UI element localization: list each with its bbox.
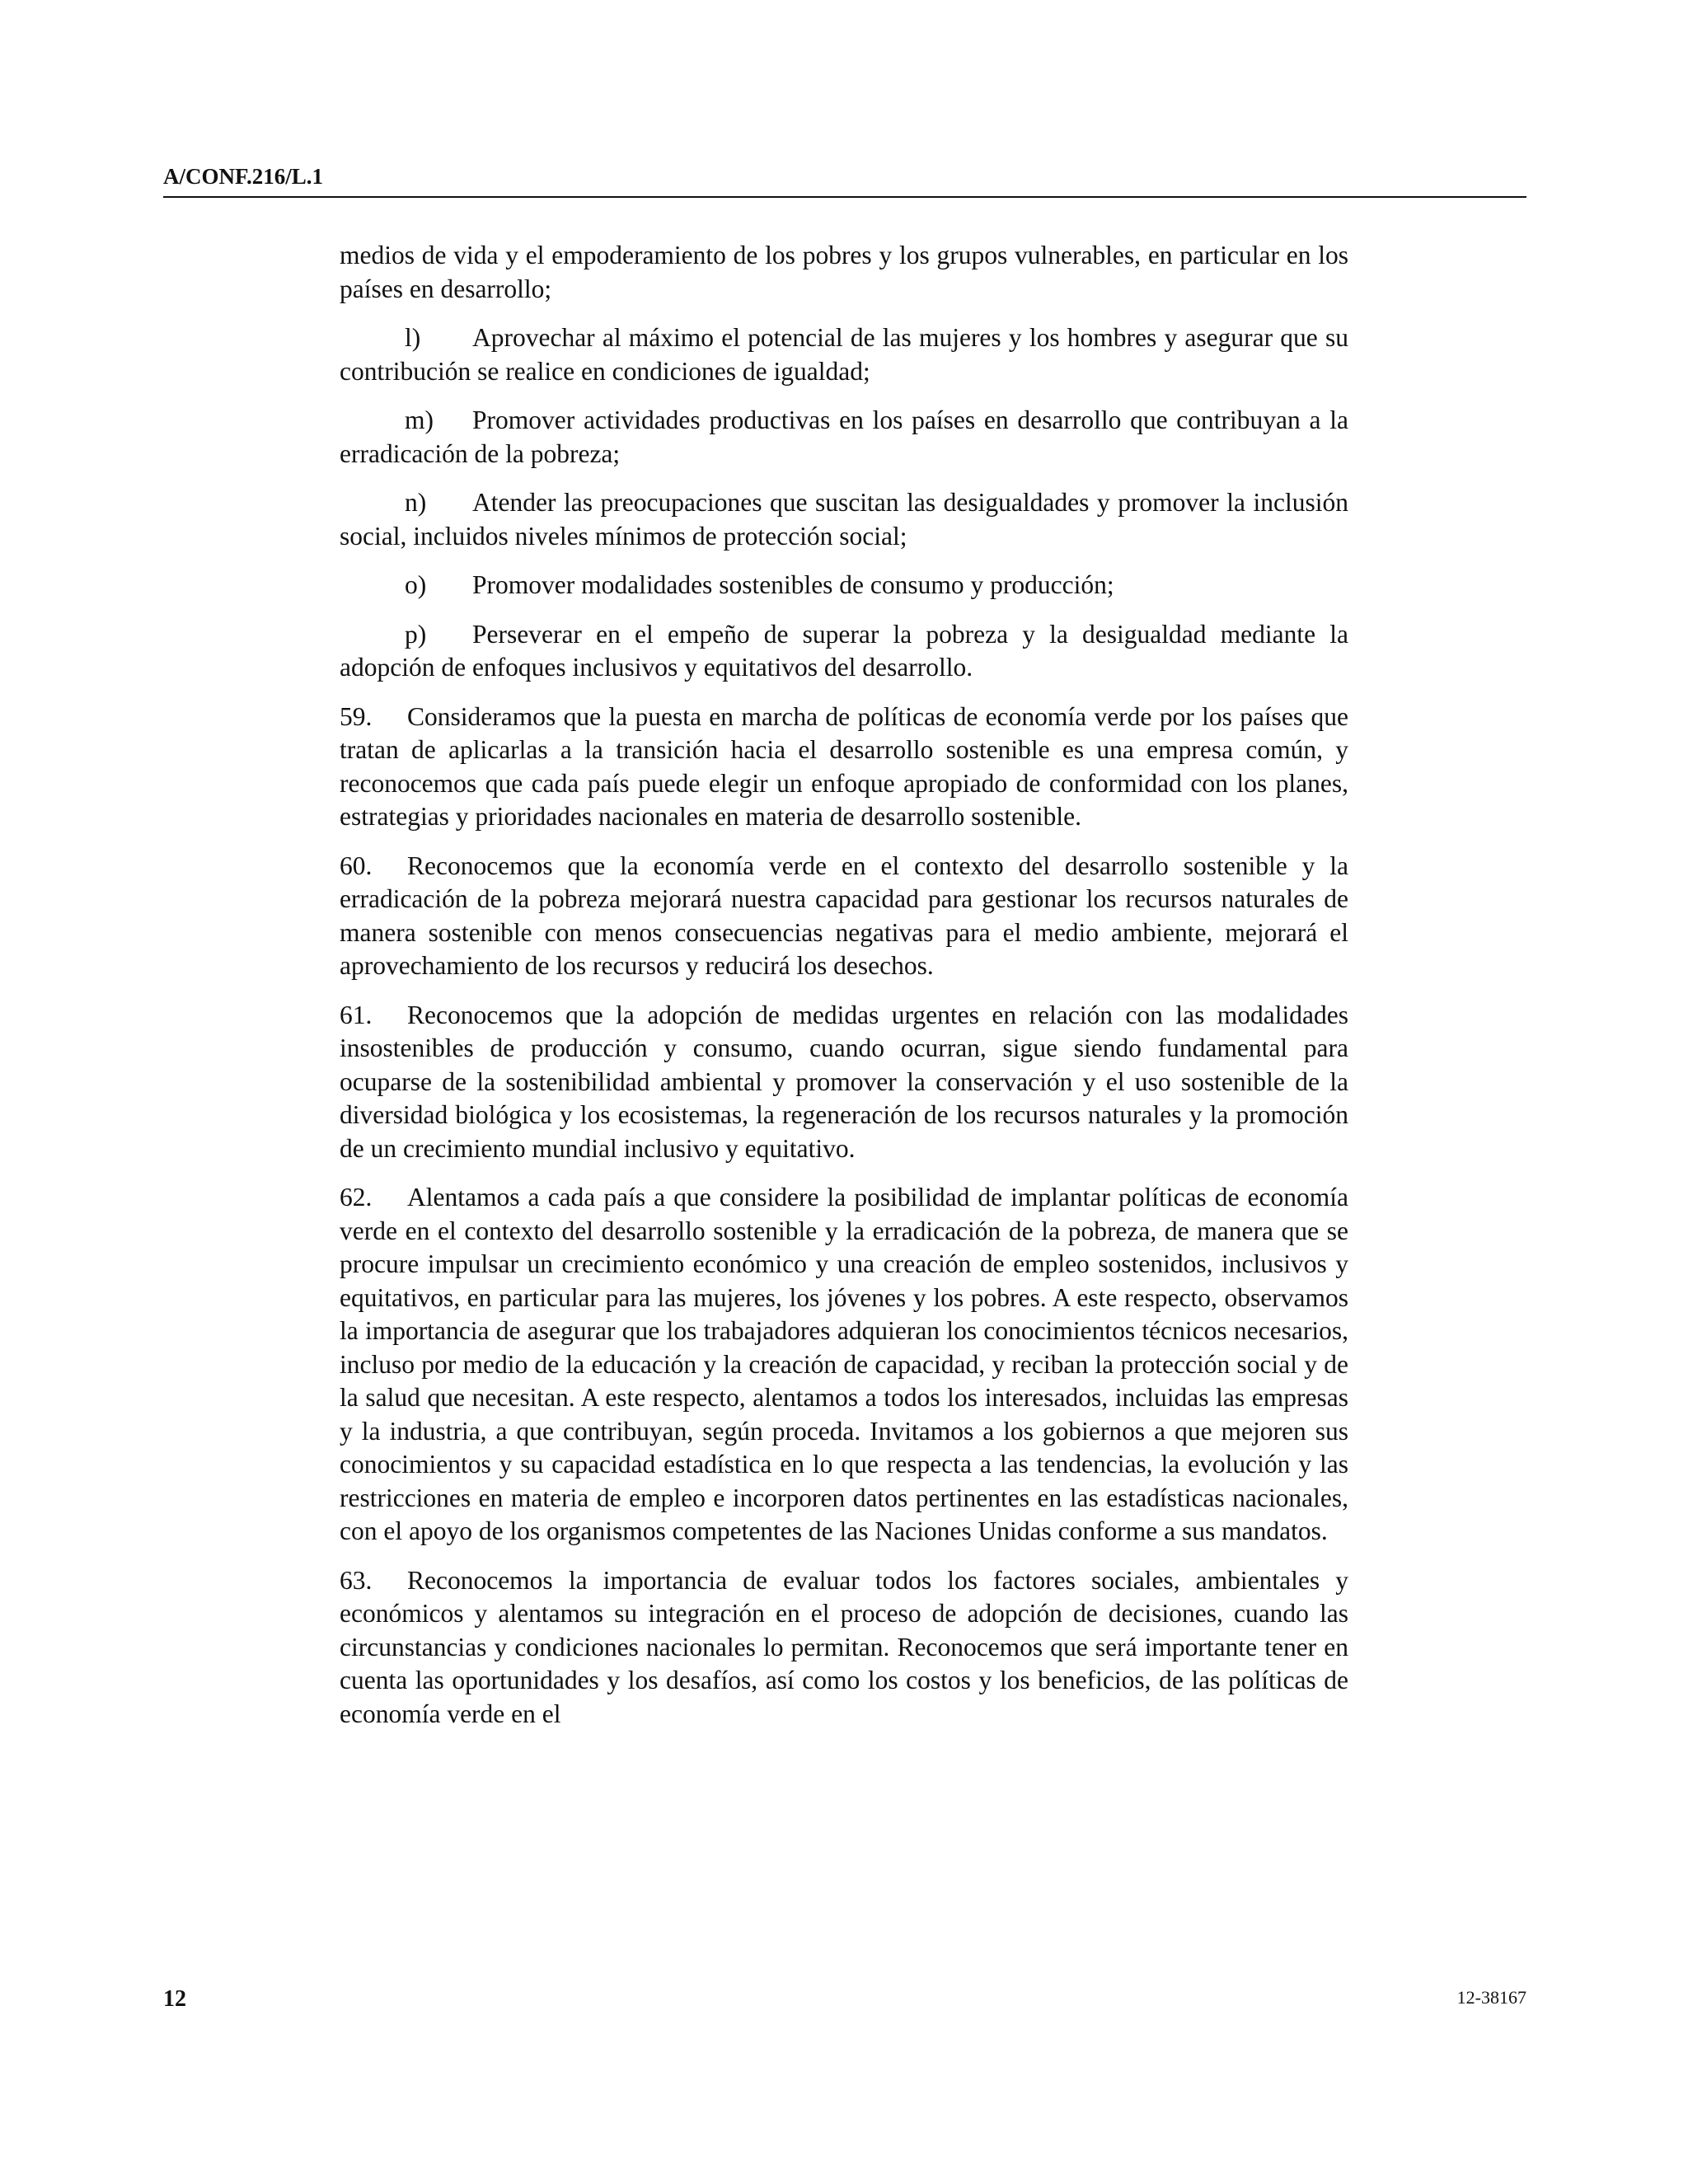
subparagraph-text: Atender las preocupaciones que suscitan las desigualdades y promover la inclusión social, incluidos niveles mínimos de protección social; <box>340 488 1348 551</box>
subparagraph-letter: p) <box>405 619 427 649</box>
subparagraph-n <box>340 486 1348 553</box>
subparagraph-text: Promover actividades productivas en los países en desarrollo que contribuyan a la erradicación de la pobreza; <box>340 405 1348 468</box>
paragraph-text: Reconocemos la importancia de evaluar todos los factores sociales, ambientales y económicos y alentamos su integración en el proceso de adopción de decisiones, cuando las circunstancias y condiciones nacionales lo permitan. Reconocemos que será importante tener en cuenta las oportunidades y los desafíos, así como los costos y los beneficios, de las políticas de economía verde en el <box>340 1565 1348 1728</box>
paragraph-62 <box>340 1181 1348 1549</box>
paragraph-60 <box>340 850 1348 983</box>
document-symbol: A/CONF.216/L.1 <box>163 164 324 189</box>
page-number: 12 <box>163 1986 186 2012</box>
subparagraph-l <box>340 321 1348 388</box>
paragraph-text: Consideramos que la puesta en marcha de políticas de economía verde por los países que tratan de aplicarlas a la transición hacia el desarrollo sostenible es una empresa común, y reconocemos que cada país puede elegir un enfoque apropiado de conformidad con los planes, estrategias y prioridades nacionales en materia de desarrollo sostenible. <box>340 701 1348 831</box>
paragraph-number: 63. <box>340 1565 373 1595</box>
subparagraph-letter: m) <box>405 405 434 434</box>
subparagraph-o <box>340 569 1348 602</box>
continuation-paragraph: medios de vida y el empoderamiento de los pobres y los grupos vulnerables, en particular en los países en desarrollo; <box>340 241 1348 303</box>
paragraph-number: 61. <box>340 1000 373 1029</box>
paragraph-text: Alentamos a cada país a que considere la posibilidad de implantar políticas de economía verde en el contexto del desarrollo sostenible y la erradicación de la pobreza, de manera que se procure impulsar un crecimiento económico y una creación de empleo sostenidos, inclusivos y equitativos, en particular para las mujeres, los jóvenes y los pobres. A este respecto, observamos la importancia de asegurar que los trabajadores adquieran los conocimientos técnicos necesarios, incluso por medio de la educación y la creación de capacidad, y reciban la protección social y de la salud que necesitan. A este respecto, alentamos a todos los interesados, incluidas las empresas y la industria, a que contribuyan, según proceda. Invitamos a los gobiernos a que mejoren sus conocimientos y su capacidad estadística en lo que respecta a las tendencias, la evolución y las restricciones en materia de empleo e incorporen datos pertinentes en las estadísticas nacionales, con el apoyo de los organismos competentes de las Naciones Unidas conforme a sus mandatos. <box>340 1183 1348 1545</box>
paragraph-number: 59. <box>340 701 373 731</box>
paragraph-number: 60. <box>340 851 373 880</box>
document-body <box>340 239 1348 1746</box>
paragraph-61 <box>340 999 1348 1166</box>
subparagraph-text: Aprovechar al máximo el potencial de las mujeres y los hombres y asegurar que su contribución se realice en condiciones de igualdad; <box>340 323 1348 386</box>
job-number: 12-38167 <box>1456 1987 1526 2008</box>
subparagraph-p <box>340 618 1348 685</box>
subparagraph-letter: n) <box>405 488 427 517</box>
paragraph-text: Reconocemos que la adopción de medidas urgentes en relación con las modalidades insostenibles de producción y consumo, cuando ocurran, sigue siendo fundamental para ocuparse de la sostenibilidad ambiental y promover la conservación y el uso sostenible de la diversidad biológica y los ecosistemas, la regeneración de los recursos naturales y la promoción de un crecimiento mundial inclusivo y equitativo. <box>340 1000 1348 1163</box>
paragraph-number: 62. <box>340 1183 373 1212</box>
subparagraph-m <box>340 404 1348 471</box>
subparagraph-text: Promover modalidades sostenibles de consumo y producción; <box>472 570 1114 599</box>
paragraph-text: Reconocemos que la economía verde en el contexto del desarrollo sostenible y la erradicación de la pobreza mejorará nuestra capacidad para gestionar los recursos naturales de manera sostenible con menos consecuencias negativas para el medio ambiente, mejorará el aprovechamiento de los recursos y reducirá los desechos. <box>340 851 1348 980</box>
subparagraph-text: Perseverar en el empeño de superar la pobreza y la desigualdad mediante la adopción de enfoques inclusivos y equitativos del desarrollo. <box>340 619 1348 682</box>
subparagraph-letter: o) <box>405 570 427 599</box>
subparagraph-letter: l) <box>405 323 421 352</box>
paragraph-63 <box>340 1564 1348 1732</box>
paragraph-59 <box>340 701 1348 834</box>
header-rule <box>163 196 1526 198</box>
